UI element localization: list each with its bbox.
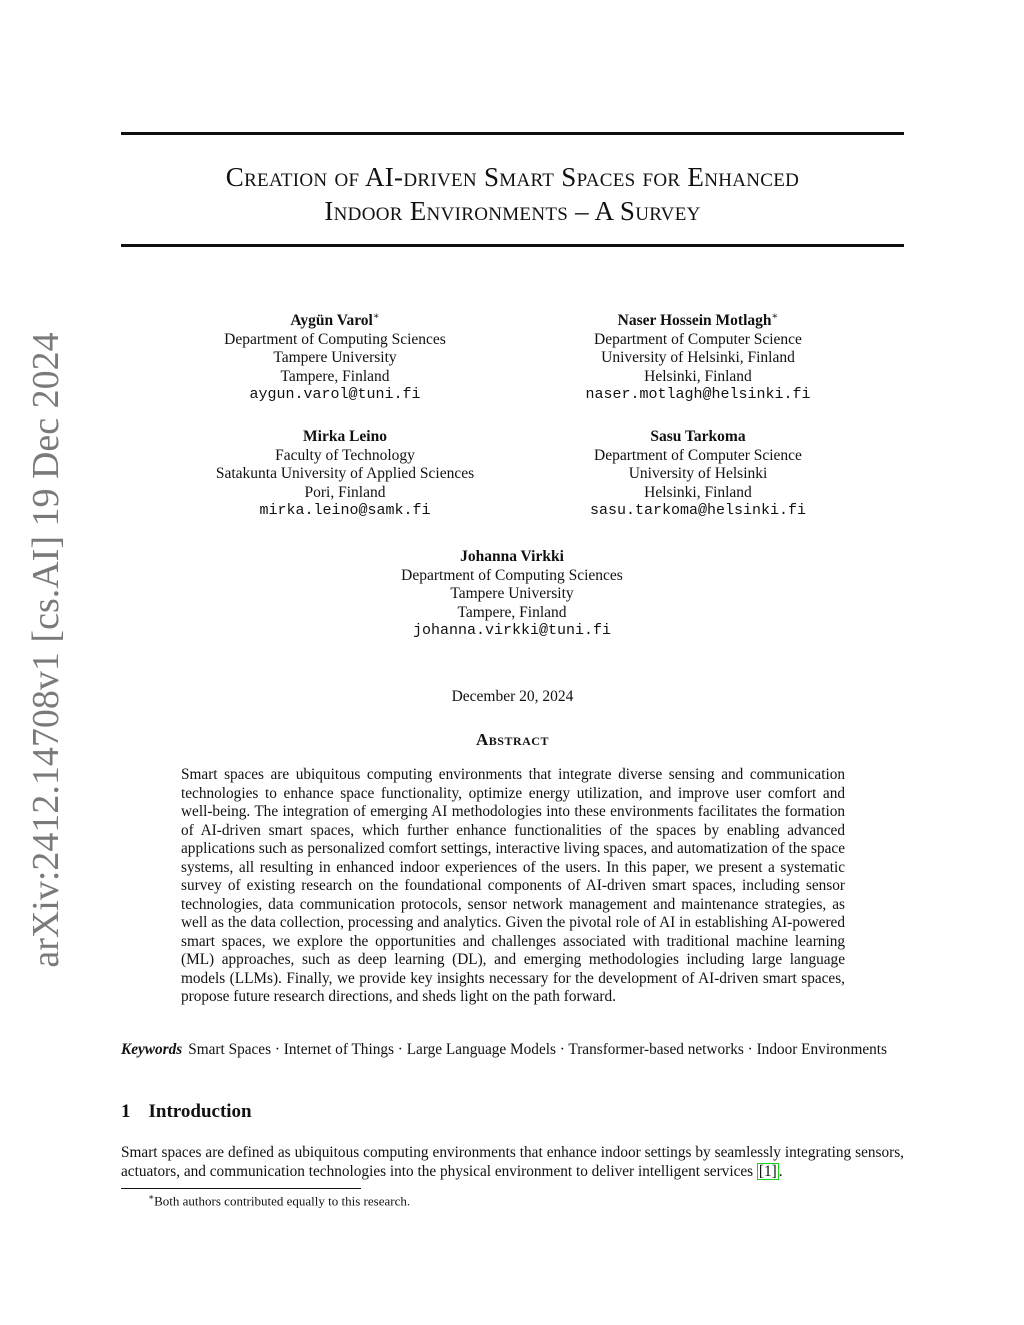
title-bottom-rule [121, 244, 904, 247]
publication-date: December 20, 2024 [451, 688, 574, 705]
author-location: Pori, Finland [304, 483, 386, 501]
arxiv-side-stamp [24, 332, 68, 968]
sentence-end: . [778, 1162, 783, 1180]
author-department: Department of Computing Sciences [401, 566, 623, 584]
footnote-rule [121, 1188, 361, 1189]
author-department: Department of Computer Science [594, 446, 802, 464]
keywords [121, 1040, 904, 1059]
author-block [528, 308, 868, 405]
author-name: Mirka Leino [303, 428, 387, 445]
author-location: Helsinki, Finland [644, 367, 752, 385]
author-email[interactable]: sasu.tarkoma@helsinki.fi [589, 502, 807, 519]
author-email[interactable]: aygun.varol@tuni.fi [249, 386, 421, 404]
author-location: Tampere, Finland [280, 367, 390, 385]
section-title: Introduction [148, 1101, 252, 1122]
author-email[interactable]: mirka.leino@samk.fi [259, 502, 431, 519]
keywords-list: Smart Spaces · Internet of Things · Large Language Models · Transformer-based networks · Indoor Environments [188, 1041, 887, 1058]
author-institution: Tampere University [450, 585, 574, 602]
author-name: Sasu Tarkoma [650, 428, 746, 445]
introduction-text: Smart spaces are defined as ubiquitous computing environments that enhance indoor settings by seamlessly integrating sensors, actuators, and communication technologies into the physical environment to deliver intelligent services [121, 1144, 904, 1180]
footnote-mark: ∗ [148, 1192, 155, 1202]
footnote [148, 1192, 410, 1209]
author-institution: University of Helsinki, Finland [601, 349, 795, 367]
author-block [170, 428, 520, 521]
equal-contribution-mark: ∗ [771, 311, 779, 322]
citation-link[interactable]: [1] [758, 1162, 777, 1180]
author-name: Johanna Virkki [460, 548, 564, 565]
author-department: Department of Computing Sciences [224, 330, 446, 348]
author-email[interactable]: naser.motlagh@helsinki.fi [585, 386, 811, 404]
author-department: Department of Computer Science [594, 330, 802, 348]
abstract-heading: Abstract [476, 730, 549, 749]
author-department: Faculty of Technology [275, 446, 415, 464]
title-line-2: Indoor Environments – A Survey [324, 196, 701, 226]
abstract-body: Smart spaces are ubiquitous computing environments that integrate diverse sensing and communication technologies to enhance space functionality, optimize energy utilization, and improve user comfort and well-being. The integration of emerging AI methodologies into these environments facilitates the formation of AI-driven smart spaces, which further enhance functionalities of the spaces by enabling advanced applications such as personalized comfort settings, interactive living spaces, and automatization of the space systems, all resulting in enhanced indoor experiences of the users. In this paper, we present a systematic survey of existing research on the foundational components of AI-driven smart spaces, including sensor technologies, data communication protocols, sensor network management and maintenance strategies, as well as the data collection, processing and analytics. Given the pivotal role of AI in establishing AI-powered smart spaces, we explore the opportunities and challenges associated with traditional machine learning (ML) approaches, such as deep learning (DL), and emerging methodologies including large language models (LLMs). Finally, we provide key insights necessary for the development of AI-driven smart spaces, propose future research directions, and sheds light on the path forward. [181, 766, 845, 1005]
author-name: Aygün Varol [290, 312, 373, 330]
title-top-rule [121, 132, 904, 135]
title-line-1: Creation of AI-driven Smart Spaces for Enhanced [225, 162, 800, 192]
author-block [340, 548, 684, 641]
arxiv-identifier: arXiv:2412.14708v1 [cs.AI] 19 Dec 2024 [25, 332, 67, 968]
footnote-text: Both authors contributed equally to this research. [154, 1193, 411, 1209]
author-email[interactable]: johanna.virkki@tuni.fi [412, 622, 612, 639]
author-location: Tampere, Finland [457, 603, 567, 621]
equal-contribution-mark: ∗ [372, 311, 380, 322]
introduction-paragraph [121, 1144, 904, 1181]
keywords-label: Keywords [121, 1041, 183, 1058]
author-location: Helsinki, Finland [644, 483, 752, 501]
author-name: Naser Hossein Motlagh [617, 312, 772, 330]
section-number: 1 [121, 1101, 131, 1122]
paper-title [121, 160, 904, 228]
author-institution: Tampere University [273, 349, 397, 367]
author-block [528, 428, 868, 521]
author-block [170, 308, 500, 405]
author-institution: Satakunta University of Applied Sciences [215, 465, 475, 482]
author-institution: University of Helsinki [628, 465, 768, 482]
section-heading [121, 1101, 252, 1123]
